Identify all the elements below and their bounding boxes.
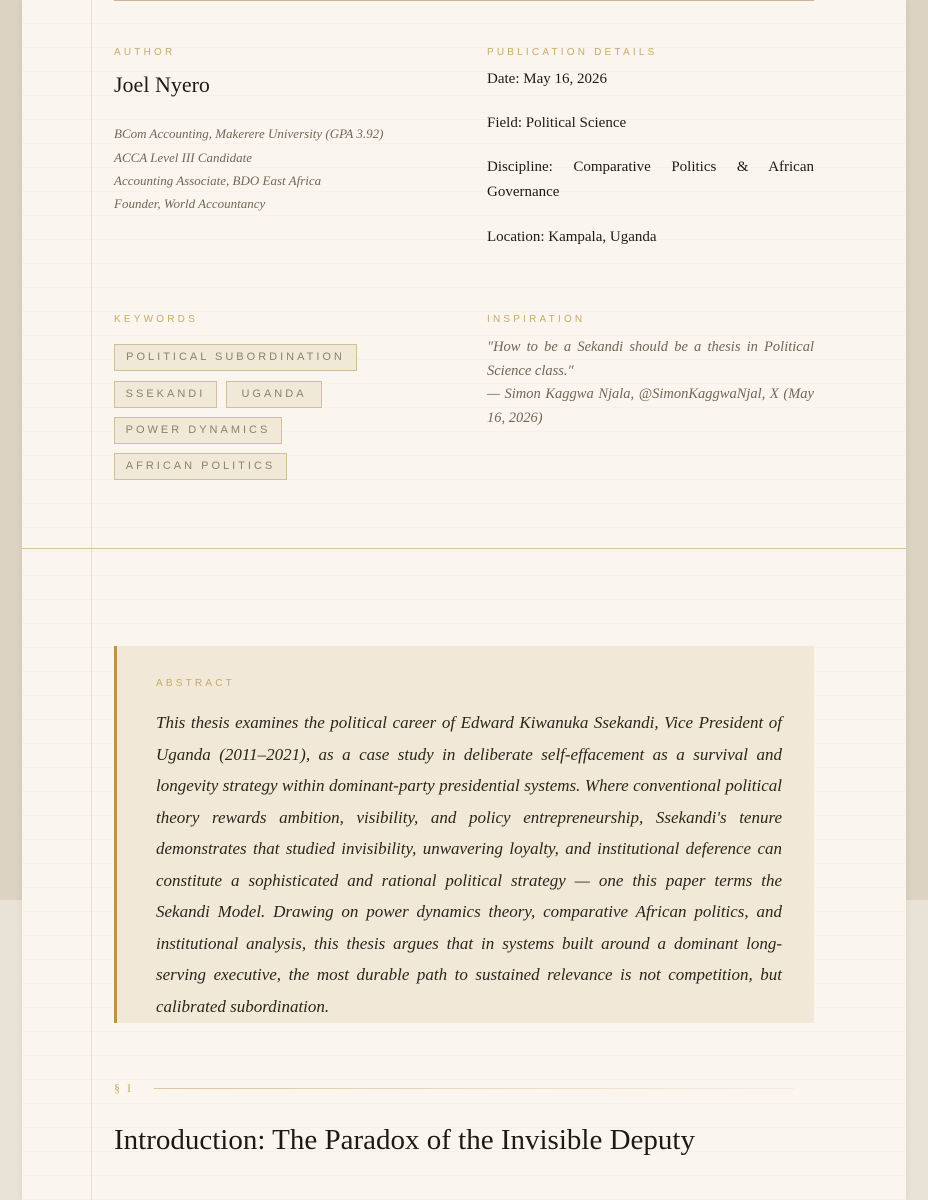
section-divider xyxy=(22,548,906,549)
author-name: Joel Nyero xyxy=(114,72,210,97)
publication-date: Date: May 16, 2026 xyxy=(487,71,607,87)
keywords-label: KEYWORDS xyxy=(114,314,198,325)
inspiration-label: INSPIRATION xyxy=(487,314,586,325)
credential-line: BCom Accounting, Makerere University (GPA 3.92) xyxy=(114,126,384,141)
credential-line: Accounting Associate, BDO East Africa xyxy=(114,173,322,188)
publication-details-label: PUBLICATION DETAILS xyxy=(487,47,658,58)
thesis-paper xyxy=(22,0,906,1200)
section-title: Introduction: The Paradox of the Invisible Deputy xyxy=(114,1124,695,1156)
quote-text: "How to be a Sekandi should be a thesis in Political Science class." xyxy=(487,339,814,379)
margin-line xyxy=(91,0,92,1200)
publication-field: Field: Political Science xyxy=(487,115,627,131)
credential-line: Founder, World Accountancy xyxy=(114,196,266,211)
section-heading-rule xyxy=(154,1088,794,1089)
section-number: § I xyxy=(114,1081,133,1095)
publication-location: Location: Kampala, Uganda xyxy=(487,229,657,245)
keyword-tag: POLITICAL SUBORDINATION xyxy=(114,344,357,371)
keyword-tag: SSEKANDI xyxy=(114,381,217,408)
abstract-label: ABSTRACT xyxy=(156,678,235,689)
keyword-tag: UGANDA xyxy=(226,381,322,408)
keyword-tag: POWER DYNAMICS xyxy=(114,417,282,444)
inspiration-quote xyxy=(487,336,814,430)
credential-line: ACCA Level III Candidate xyxy=(114,150,253,165)
abstract-box xyxy=(114,646,814,1023)
quote-attribution: — Simon Kaggwa Njala, @SimonKaggwaNjal, X (May 16, 2026) xyxy=(487,386,814,426)
abstract-text: This thesis examines the political career of Edward Kiwanuka Ssekandi, Vice President of Uganda (2011–2021), as a case study in deliberate self-effacement as a survival and longevity strategy within dominant-party presidential systems. Where conventional political theory rewards ambition, visibility, and policy entrepreneurship, Ssekandi's tenure demonstrates that studied invisibility, unwavering loyalty, and institutional deference can constitute a sophisticated and rational political strategy — one this paper terms the Sekandi Model. Drawing on power dynamics theory, comparative African politics, and institutional analysis, this thesis argues that in systems built around a dominant long-serving executive, the most durable path to sustained relevance is not competition, but calibrated subordination. xyxy=(156,713,782,1016)
keyword-tag: AFRICAN POLITICS xyxy=(114,453,287,480)
top-divider xyxy=(114,0,814,1)
publication-discipline: Discipline: Comparative Politics & African Governance xyxy=(487,159,814,200)
author-label: AUTHOR xyxy=(114,47,176,58)
